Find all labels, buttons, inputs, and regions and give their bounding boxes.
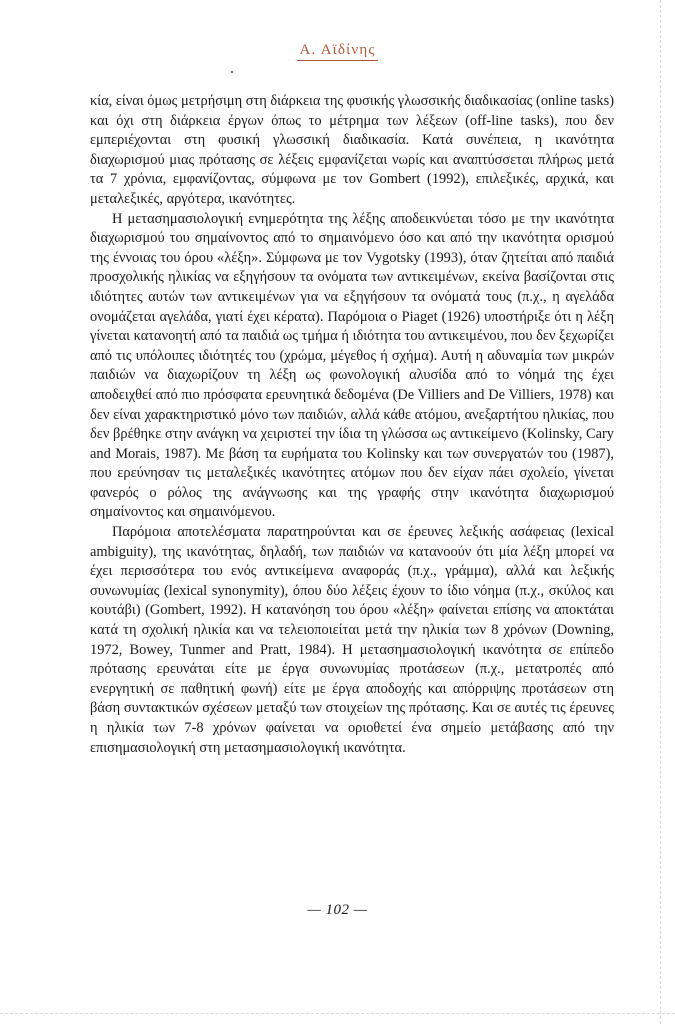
body-text [90, 92, 614, 758]
ink-speck [231, 71, 233, 73]
page-number: — 102 — [307, 902, 368, 918]
scan-edge-right [660, 0, 661, 1024]
scan-edge-bottom [0, 1013, 675, 1014]
author-name: Α. Αϊδίνης [297, 42, 377, 61]
paragraph-1: κία, είναι όμως μετρήσιμη στη διάρκεια της φυσικής γλωσσικής διαδικασίας (online tasks) και όχι στη διάρκεια έργων όπως το μέτρημα των λέξεων (off-line tasks), που δεν εμπεριέχονται στη φυσική γλωσσική διαδικασία. Κατά συνέπεια, η ικανότητα διαχωρισμού μιας πρότασης σε λέξεις εμφανίζεται νωρίς και αναπτύσσεται πλήρως μετά τα 7 χρόνια, εμφανίζοντας, σύμφωνα με τον Gombert (1992), επιλεξικές, αρχικά, και μεταλεξικές, αργότερα, ικανότητες. [90, 93, 614, 207]
paragraph-3: Παρόμοια αποτελέσματα παρατηρούνται και σε έρευνες λεξικής ασάφειας (lexical ambiguity), της ικανότητας, δηλαδή, των παιδιών να κατανοούν ότι μία λέξη μπορεί να έχει περισσότερα του ενός αντικείμενα αναφοράς (π.χ., γράμμα), αλλά και λεξικής συνωνυμίας (lexical synonymity), όπου δύο λέξεις έχουν το ίδιο νόημα (π.χ., σκύλος και κουτάβι) (Gombert, 1992). Η κατανόηση του όρου «λέξη» φαίνεται επίσης να αποκτάται κατά τη σχολική ηλικία και να τελειοποιείται μετά την ηλικία των 8 χρόνων (Downing, 1972, Bowey, Tunmer and Pratt, 1984). Η μετασημασιολογική ικανότητα σε επίπεδο πρότασης ερευνάται είτε με έργα συνωνυμίας προτάσεων (π.χ., μετατροπές από ενεργητική σε παθητική φωνή) είτε με έργα αποδοχής και απόρριψης προτάσεων στη βάση συντακτικών σχέσεων μεταξύ των στοιχείων της πρότασης. Και σε αυτές τις έρευνες η ηλικία των 7-8 χρόνων φαίνεται να οριοθετεί ένα σημείο μετάβασης από την επισημασιολογική στη μετασημασιολογική ικανότητα. [90, 524, 614, 756]
running-head [0, 42, 675, 59]
paragraph-2: Η μετασημασιολογική ενημερότητα της λέξης αποδεικνύεται τόσο με την ικανότητα διαχωρισμού του σημαίνοντος από το σημαινόμενο όσο και από την ικανότητα ορισμού της έννοιας του όρου «λέξη». Σύμφωνα με τον Vygotsky (1993), όταν ζητείται από παιδιά προσχολικής ηλικίας να εξηγήσουν τα ονόματα των αντικειμένων, εκείνα βασίζονται στις ιδιότητες αυτών των αντικειμένων για να εξηγήσουν τα ονόματά τους (π.χ., η αγελάδα ονομάζεται αγελάδα, γιατί έχει κέρατα). Παρόμοια ο Piaget (1926) υποστήριξε ότι η λέξη γίνεται κατανοητή από τα παιδιά ως τμήμα ή ιδιότητα του αντικειμένου, που δεν ξεχωρίζει από τις υπόλοιπες ιδιότητές του (χρώμα, μέγεθος ή σχήμα). Αυτή η αδυναμία των μικρών παιδιών να διαχωρίζουν τη λέξη ως φωνολογική αλυσίδα από το νόημά της έχει αποδειχθεί από πιο πρόσφατα ερευνητικά δεδομένα (De Villiers and De Villiers, 1978) και δεν είναι χαρακτηριστικό μόνο των παιδιών, αλλά κάθε ατόμου, ανεξαρτήτου ηλικίας, που δεν βρέθηκε στην ανάγκη να χειριστεί την ίδια τη γλώσσα ως αντικείμενο (Kolinsky, Cary and Morais, 1987). Με βάση τα ευρήματα του Kolinsky και των συνεργατών του (1987), που ερεύνησαν τις μεταλεξικές ικανότητες ατόμων που δεν είχαν πάει σχολείο, γίνεται φανερός ο ρόλος της ανάγνωσης και της γραφής στην ικανότητα διαχωρισμού σημαίνοντος και σημαινόμενου. [90, 210, 614, 521]
